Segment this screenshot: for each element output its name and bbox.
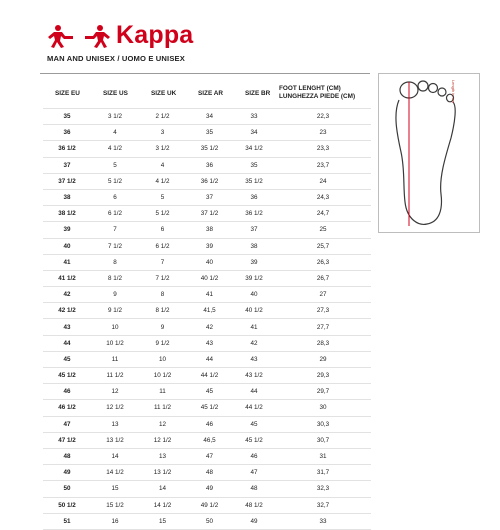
cell-size-uk: 11 1/2 (139, 400, 186, 416)
cell-size-eu: 46 (43, 384, 91, 400)
cell-size-us: 12 1/2 (91, 400, 139, 416)
cell-size-uk: 15 (139, 513, 186, 529)
cell-foot-length: 29,3 (275, 368, 371, 384)
header-size-us: SIZE US (103, 89, 128, 97)
cell-size-us: 5 (91, 157, 139, 173)
cell-size-br: 48 (233, 481, 275, 497)
cell-size-ar: 35 1/2 (186, 141, 233, 157)
foot-outline-icon (379, 74, 479, 232)
header-size-eu: SIZE EU (55, 89, 80, 97)
cell-foot-length: 32,7 (275, 497, 371, 513)
cell-size-eu: 50 (43, 481, 91, 497)
cell-size-uk: 14 1/2 (139, 497, 186, 513)
cell-size-eu: 42 (43, 287, 91, 303)
cell-size-us: 8 1/2 (91, 270, 139, 286)
table-row (43, 173, 371, 189)
cell-size-eu: 36 (43, 125, 91, 141)
cell-foot-length: 27 (275, 287, 371, 303)
table-row (43, 303, 371, 319)
cell-size-br: 35 1/2 (233, 173, 275, 189)
cell-size-uk: 2 1/2 (139, 109, 186, 125)
foot-length-label-text: Length in cm (451, 80, 456, 103)
cell-size-br: 46 (233, 448, 275, 464)
cell-foot-length: 31,7 (275, 465, 371, 481)
cell-size-br: 33 (233, 109, 275, 125)
cell-size-uk: 12 1/2 (139, 432, 186, 448)
table-row (43, 432, 371, 448)
table-row (43, 157, 371, 173)
cell-foot-length: 25 (275, 222, 371, 238)
cell-size-us: 5 1/2 (91, 173, 139, 189)
cell-size-us: 7 1/2 (91, 238, 139, 254)
cell-size-uk: 13 1/2 (139, 465, 186, 481)
cell-foot-length: 33 (275, 513, 371, 529)
cell-size-uk: 6 1/2 (139, 238, 186, 254)
cell-size-br: 39 1/2 (233, 270, 275, 286)
cell-size-uk: 9 (139, 319, 186, 335)
cell-size-eu: 35 (43, 109, 91, 125)
cell-size-ar: 40 1/2 (186, 270, 233, 286)
cell-size-ar: 45 (186, 384, 233, 400)
cell-size-us: 15 1/2 (91, 497, 139, 513)
cell-size-us: 7 (91, 222, 139, 238)
cell-size-eu: 39 (43, 222, 91, 238)
cell-size-ar: 40 (186, 254, 233, 270)
table-row (43, 270, 371, 286)
cell-foot-length: 23 (275, 125, 371, 141)
cell-size-uk: 5 1/2 (139, 206, 186, 222)
foot-diagram (378, 73, 480, 233)
cell-size-br: 44 (233, 384, 275, 400)
cell-size-ar: 38 (186, 222, 233, 238)
cell-size-ar: 45 1/2 (186, 400, 233, 416)
cell-size-uk: 7 (139, 254, 186, 270)
header-size-uk: SIZE UK (151, 89, 177, 97)
cell-size-uk: 7 1/2 (139, 270, 186, 286)
cell-size-ar: 50 (186, 513, 233, 529)
cell-size-ar: 41,5 (186, 303, 233, 319)
cell-size-ar: 34 (186, 109, 233, 125)
cell-size-us: 10 1/2 (91, 335, 139, 351)
cell-size-uk: 13 (139, 448, 186, 464)
cell-size-uk: 4 (139, 157, 186, 173)
cell-size-eu: 41 1/2 (43, 270, 91, 286)
cell-foot-length: 24,3 (275, 189, 371, 205)
cell-size-br: 36 1/2 (233, 206, 275, 222)
cell-size-eu: 37 1/2 (43, 173, 91, 189)
cell-foot-length: 22,3 (275, 109, 371, 125)
cell-size-eu: 41 (43, 254, 91, 270)
cell-size-eu: 48 (43, 448, 91, 464)
cell-size-us: 4 1/2 (91, 141, 139, 157)
cell-size-eu: 43 (43, 319, 91, 335)
table-row (43, 254, 371, 270)
cell-size-uk: 10 (139, 351, 186, 367)
cell-size-uk: 5 (139, 189, 186, 205)
cell-size-ar: 35 (186, 125, 233, 141)
table-row (43, 319, 371, 335)
table-row (43, 206, 371, 222)
cell-size-eu: 45 (43, 351, 91, 367)
cell-size-us: 9 (91, 287, 139, 303)
cell-foot-length: 23,3 (275, 141, 371, 157)
cell-foot-length: 23,7 (275, 157, 371, 173)
cell-foot-length: 26,7 (275, 270, 371, 286)
cell-size-ar: 44 1/2 (186, 368, 233, 384)
cell-size-eu: 50 1/2 (43, 497, 91, 513)
cell-size-eu: 38 1/2 (43, 206, 91, 222)
cell-size-us: 6 1/2 (91, 206, 139, 222)
cell-size-eu: 45 1/2 (43, 368, 91, 384)
cell-size-ar: 46,5 (186, 432, 233, 448)
cell-foot-length: 24 (275, 173, 371, 189)
cell-foot-length: 28,3 (275, 335, 371, 351)
cell-size-br: 49 (233, 513, 275, 529)
table-row (43, 513, 371, 529)
cell-size-eu: 46 1/2 (43, 400, 91, 416)
cell-size-br: 35 (233, 157, 275, 173)
cell-size-uk: 9 1/2 (139, 335, 186, 351)
cell-foot-length: 25,7 (275, 238, 371, 254)
cell-foot-length: 30,3 (275, 416, 371, 432)
cell-size-eu: 47 (43, 416, 91, 432)
table-row (43, 125, 371, 141)
cell-size-eu: 49 (43, 465, 91, 481)
cell-size-uk: 4 1/2 (139, 173, 186, 189)
cell-size-br: 44 1/2 (233, 400, 275, 416)
cell-size-ar: 48 (186, 465, 233, 481)
cell-size-us: 9 1/2 (91, 303, 139, 319)
cell-size-ar: 43 (186, 335, 233, 351)
cell-size-ar: 49 (186, 481, 233, 497)
divider (40, 73, 370, 74)
cell-foot-length: 29,7 (275, 384, 371, 400)
cell-size-ar: 46 (186, 416, 233, 432)
cell-foot-length: 30 (275, 400, 371, 416)
cell-size-uk: 3 (139, 125, 186, 141)
cell-size-br: 42 (233, 335, 275, 351)
cell-size-us: 8 (91, 254, 139, 270)
table-row (43, 368, 371, 384)
table-row (43, 335, 371, 351)
cell-size-uk: 11 (139, 384, 186, 400)
cell-foot-length: 24,7 (275, 206, 371, 222)
cell-size-ar: 41 (186, 287, 233, 303)
cell-foot-length: 27,7 (275, 319, 371, 335)
cell-size-br: 34 (233, 125, 275, 141)
cell-size-br: 48 1/2 (233, 497, 275, 513)
cell-size-eu: 38 (43, 189, 91, 205)
cell-size-eu: 47 1/2 (43, 432, 91, 448)
brand-name: Kappa (116, 20, 194, 49)
cell-size-br: 38 (233, 238, 275, 254)
table-row (43, 238, 371, 254)
cell-size-uk: 6 (139, 222, 186, 238)
cell-size-us: 11 (91, 351, 139, 367)
cell-size-br: 47 (233, 465, 275, 481)
cell-size-ar: 37 (186, 189, 233, 205)
table-row (43, 222, 371, 238)
table-row (43, 384, 371, 400)
cell-foot-length: 29 (275, 351, 371, 367)
header-size-ar: SIZE AR (198, 89, 223, 97)
size-chart-body (43, 109, 371, 530)
table-row (43, 351, 371, 367)
section-title: MAN AND UNISEX / UOMO E UNISEX (47, 54, 185, 63)
table-row (43, 141, 371, 157)
cell-size-ar: 39 (186, 238, 233, 254)
table-row (43, 416, 371, 432)
cell-foot-length: 31 (275, 448, 371, 464)
header-size-br: SIZE BR (245, 89, 271, 97)
header-foot-length-text: FOOT LENGHT (CM) LUNGHEZZA PIEDE (CM) (279, 84, 356, 100)
cell-size-eu: 42 1/2 (43, 303, 91, 319)
cell-size-us: 4 (91, 125, 139, 141)
cell-size-us: 15 (91, 481, 139, 497)
cell-size-ar: 37 1/2 (186, 206, 233, 222)
table-row (43, 400, 371, 416)
table-row (43, 448, 371, 464)
cell-foot-length: 30,7 (275, 432, 371, 448)
header-foot-length (275, 78, 371, 109)
cell-size-br: 43 (233, 351, 275, 367)
cell-size-br: 36 (233, 189, 275, 205)
cell-size-us: 6 (91, 189, 139, 205)
foot-length-label (451, 80, 464, 110)
cell-size-uk: 10 1/2 (139, 368, 186, 384)
cell-size-uk: 3 1/2 (139, 141, 186, 157)
cell-size-uk: 8 (139, 287, 186, 303)
cell-foot-length: 32,3 (275, 481, 371, 497)
cell-size-br: 45 (233, 416, 275, 432)
cell-size-br: 40 1/2 (233, 303, 275, 319)
cell-size-ar: 36 1/2 (186, 173, 233, 189)
cell-size-br: 41 (233, 319, 275, 335)
cell-size-br: 45 1/2 (233, 432, 275, 448)
cell-size-us: 3 1/2 (91, 109, 139, 125)
table-row (43, 189, 371, 205)
kappa-omini-logo-icon (48, 21, 110, 49)
cell-size-br: 43 1/2 (233, 368, 275, 384)
cell-size-us: 11 1/2 (91, 368, 139, 384)
cell-size-eu: 44 (43, 335, 91, 351)
cell-size-us: 14 (91, 448, 139, 464)
cell-size-br: 39 (233, 254, 275, 270)
cell-size-ar: 47 (186, 448, 233, 464)
cell-foot-length: 27,3 (275, 303, 371, 319)
table-row (43, 481, 371, 497)
cell-foot-length: 26,3 (275, 254, 371, 270)
cell-size-uk: 14 (139, 481, 186, 497)
cell-size-us: 16 (91, 513, 139, 529)
cell-size-ar: 44 (186, 351, 233, 367)
cell-size-br: 34 1/2 (233, 141, 275, 157)
cell-size-us: 12 (91, 384, 139, 400)
cell-size-ar: 42 (186, 319, 233, 335)
cell-size-eu: 40 (43, 238, 91, 254)
cell-size-uk: 12 (139, 416, 186, 432)
cell-size-br: 37 (233, 222, 275, 238)
cell-size-uk: 8 1/2 (139, 303, 186, 319)
cell-size-eu: 51 (43, 513, 91, 529)
cell-size-us: 13 (91, 416, 139, 432)
table-row (43, 109, 371, 125)
cell-size-eu: 37 (43, 157, 91, 173)
cell-size-ar: 36 (186, 157, 233, 173)
table-row (43, 465, 371, 481)
table-row (43, 287, 371, 303)
cell-size-us: 10 (91, 319, 139, 335)
table-header-row (43, 78, 371, 109)
cell-size-eu: 36 1/2 (43, 141, 91, 157)
size-chart-table (43, 78, 371, 530)
cell-size-us: 13 1/2 (91, 432, 139, 448)
table-row (43, 497, 371, 513)
cell-size-us: 14 1/2 (91, 465, 139, 481)
cell-size-br: 40 (233, 287, 275, 303)
cell-size-ar: 49 1/2 (186, 497, 233, 513)
kappa-logo (48, 20, 193, 50)
